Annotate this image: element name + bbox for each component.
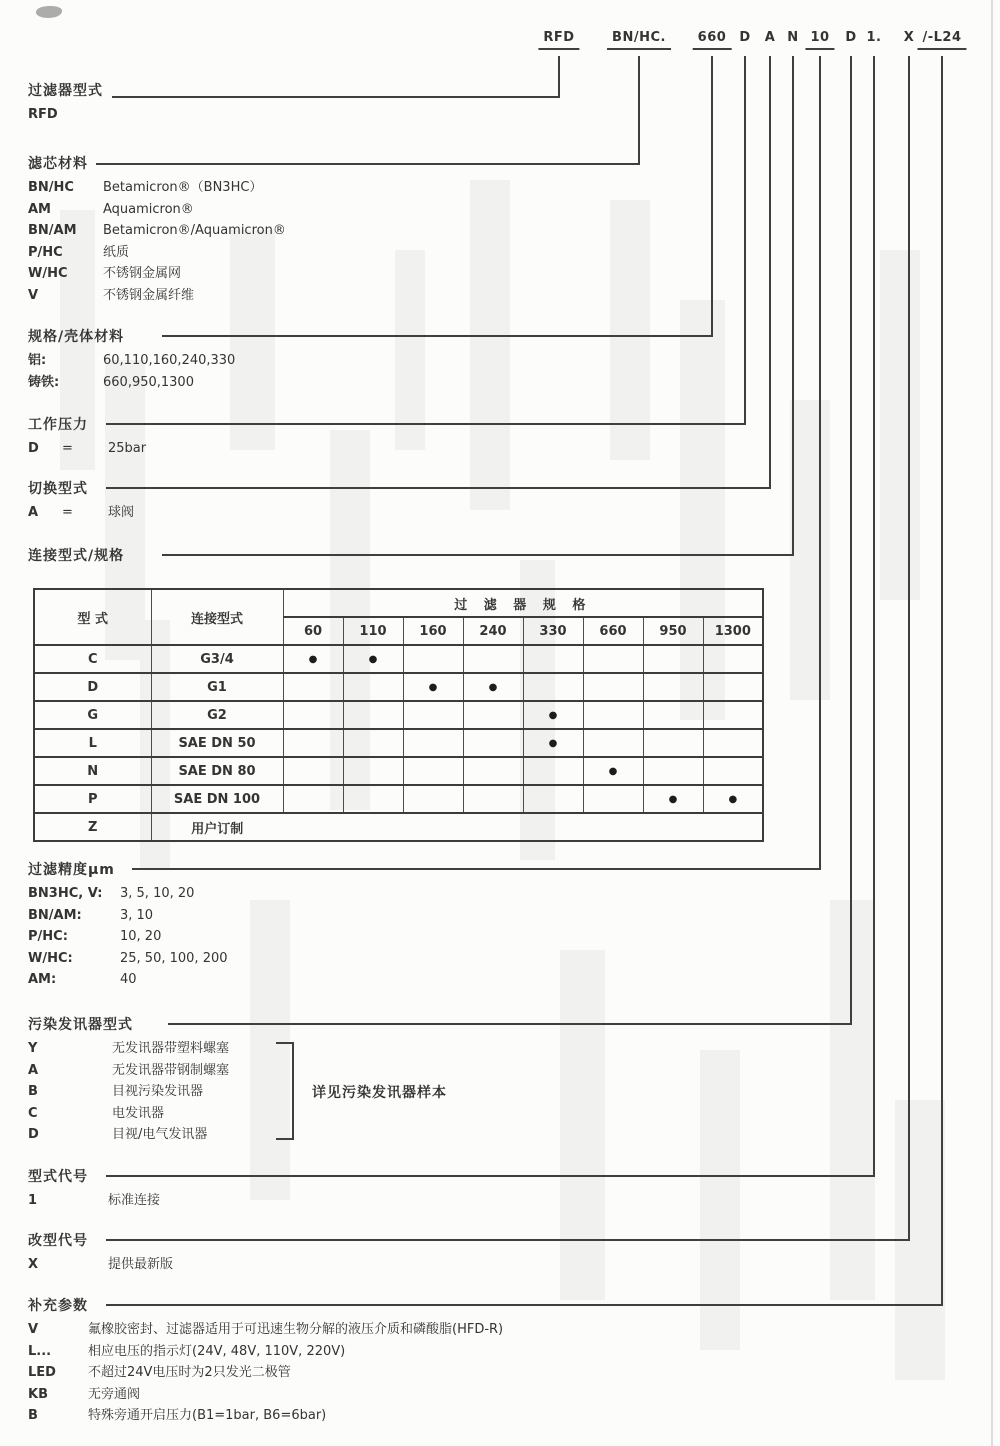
section-title: 过滤精度μm xyxy=(28,862,115,878)
section-size-housing xyxy=(28,328,235,393)
list-item: 铸铁: 660,950,1300 xyxy=(28,374,194,390)
list-item: P/HC 纸质 xyxy=(28,244,130,260)
list-item: BN/AM Betamicron®/Aquamicron® xyxy=(28,223,286,238)
code-segment-supplement: /-L24 xyxy=(917,30,966,50)
list-item: A 无发讯器带钢制螺塞 xyxy=(28,1062,230,1078)
code-segment-size: 660 xyxy=(693,30,732,50)
section-switch-type xyxy=(28,480,134,524)
list-item: Y 无发讯器带塑料螺塞 xyxy=(28,1041,230,1056)
section-title: 补充参数 xyxy=(28,1298,88,1314)
connection-size-table xyxy=(33,588,764,842)
code-segment-mod-code: X xyxy=(903,30,915,45)
indicator-bracket xyxy=(276,1138,294,1140)
list-item: W/HC: 25, 50, 100, 200 xyxy=(28,950,228,966)
leader-micron xyxy=(132,868,821,870)
code-segment-element-material: BN/HC. xyxy=(607,30,671,50)
section-title: 改型代号 xyxy=(28,1233,88,1249)
table-header-row xyxy=(34,589,763,617)
connector-indicator xyxy=(850,56,852,1025)
section-filtration-precision xyxy=(28,861,228,991)
list-item: D 目视/电气发讯器 xyxy=(28,1127,208,1142)
list-item: V 氟橡胶密封、过滤器适用于可迅速生物分解的液压介质和磷酸脂(HFD-R) xyxy=(28,1322,504,1337)
connector-mod-code xyxy=(908,56,910,1241)
section-title: 过滤器型式 xyxy=(28,83,103,99)
connector-size xyxy=(711,56,713,337)
list-item: BN/AM: 3, 10 xyxy=(28,907,154,923)
size-header: 60 xyxy=(283,617,343,645)
size-header: 160 xyxy=(403,617,463,645)
indicator-note: 详见污染发讯器样本 xyxy=(312,1085,447,1101)
list-item: BN3HC, V: 3, 5, 10, 20 xyxy=(28,886,195,901)
list-item: 1 标准连接 xyxy=(28,1193,161,1208)
size-header: 330 xyxy=(523,617,583,645)
connector-type-code xyxy=(873,56,875,1177)
code-segment-micron: 10 xyxy=(805,30,834,50)
list-item: P/HC: 10, 20 xyxy=(28,929,162,944)
section-filter-type xyxy=(28,82,103,126)
connector-switch xyxy=(769,56,771,489)
connector-filter-type xyxy=(558,56,560,98)
leader-connection xyxy=(162,554,794,556)
list-item: AM Aquamicron® xyxy=(28,201,194,217)
code-segment-filter-type: RFD xyxy=(538,30,579,50)
list-item: AM: 40 xyxy=(28,972,137,987)
table-row: D G1 ● ● xyxy=(34,673,763,701)
table-row: Z 用户订制 xyxy=(34,813,763,841)
section-title: 污染发讯器型式 xyxy=(28,1017,133,1033)
list-item: V 不锈钢金属纤维 xyxy=(28,287,195,303)
connector-pressure xyxy=(744,56,746,425)
section-title: 切换型式 xyxy=(28,481,88,497)
section-indicator-type xyxy=(28,1016,229,1146)
leader-switch xyxy=(106,487,771,489)
page-edge-line xyxy=(991,0,993,1446)
section-type-code xyxy=(28,1168,160,1212)
list-item: KB 无旁通阀 xyxy=(28,1386,141,1402)
list-item: C 电发讯器 xyxy=(28,1105,165,1121)
list-item: 铝: 60,110,160,240,330 xyxy=(28,353,236,368)
list-item: D = 25bar xyxy=(28,441,147,456)
code-segment-type-code: 1. xyxy=(866,30,882,45)
code-segment-indicator: D xyxy=(845,30,857,45)
section-title: 规格/壳体材料 xyxy=(28,329,125,345)
size-header: 1300 xyxy=(703,617,763,645)
leader-pressure xyxy=(106,423,746,425)
section-working-pressure xyxy=(28,416,146,460)
section-connection xyxy=(28,547,124,565)
leader-size xyxy=(162,335,713,337)
list-item: X 提供最新版 xyxy=(28,1257,174,1272)
size-header: 240 xyxy=(463,617,523,645)
code-value: RFD xyxy=(28,107,58,122)
table-row: C G3/4 ● ● xyxy=(34,645,763,673)
list-item: LED 不超过24V电压时为2只发光二极管 xyxy=(28,1365,291,1380)
list-item: A = 球阀 xyxy=(28,505,135,520)
section-element-material xyxy=(28,155,286,306)
connector-element-material xyxy=(638,56,640,165)
size-header: 110 xyxy=(343,617,403,645)
section-title: 工作压力 xyxy=(28,417,88,433)
code-segment-connection: N xyxy=(787,30,799,45)
list-item: W/HC 不锈钢金属网 xyxy=(28,266,182,281)
col-header-connection: 连接型式 xyxy=(151,589,283,645)
code-segment-pressure: D xyxy=(739,30,751,45)
section-title: 滤芯材料 xyxy=(28,156,88,172)
col-header-type: 型 式 xyxy=(34,589,151,645)
section-mod-code xyxy=(28,1232,173,1276)
table-row: N SAE DN 80 ● xyxy=(34,757,763,785)
size-header: 950 xyxy=(643,617,703,645)
leader-indicator xyxy=(168,1023,852,1025)
section-supplement xyxy=(28,1297,503,1427)
leader-mod-code xyxy=(106,1239,910,1241)
connector-micron xyxy=(819,56,821,870)
section-title: 连接型式/规格 xyxy=(28,548,125,564)
leader-type-code xyxy=(106,1175,875,1177)
list-item: B 目视污染发讯器 xyxy=(28,1084,204,1099)
connector-supplement xyxy=(941,56,943,1306)
table-row: G G2 ● xyxy=(34,701,763,729)
connector-connection xyxy=(792,56,794,556)
list-item: L... 相应电压的指示灯(24V, 48V, 110V, 220V) xyxy=(28,1343,346,1359)
indicator-bracket xyxy=(292,1042,294,1140)
code-segment-switch: A xyxy=(764,30,776,45)
size-header: 660 xyxy=(583,617,643,645)
leader-filter-type xyxy=(112,96,560,98)
scan-artifact xyxy=(36,6,62,18)
list-item: BN/HC Betamicron®（BN3HC） xyxy=(28,180,263,195)
list-item: B 特殊旁通开启压力(B1=1bar, B6=6bar) xyxy=(28,1408,327,1423)
table-row: L SAE DN 50 ● xyxy=(34,729,763,757)
table-row: P SAE DN 100 ● ● xyxy=(34,785,763,813)
section-title: 型式代号 xyxy=(28,1169,88,1185)
col-header-filter-sizes: 过 滤 器 规 格 xyxy=(283,589,763,617)
